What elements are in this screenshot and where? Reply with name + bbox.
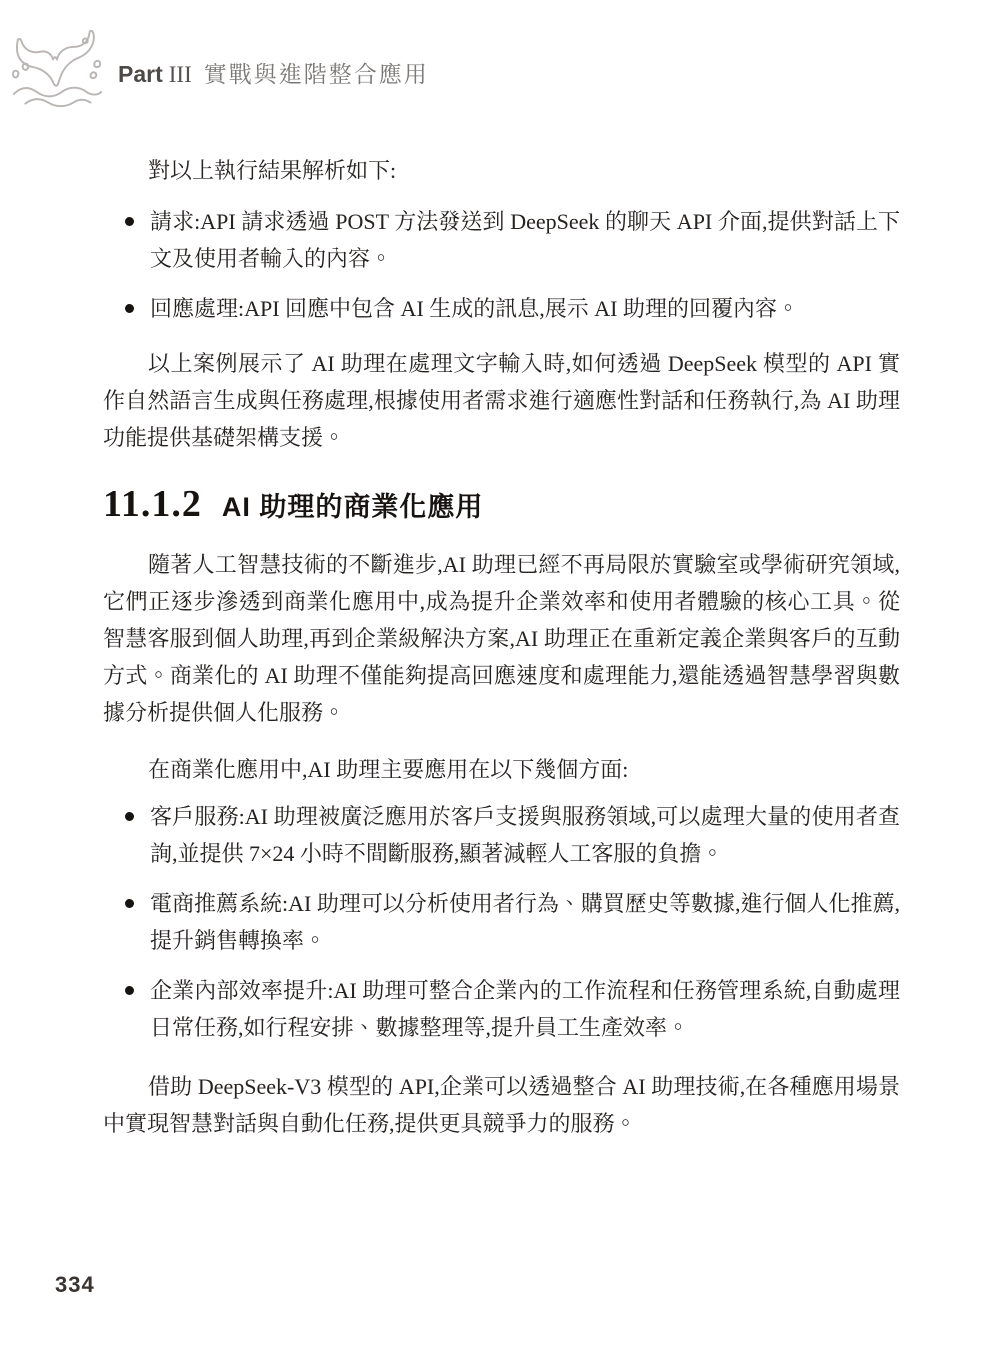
list-item-text: 電商推薦系統:AI 助理可以分析使用者行為、購買歷史等數據,進行個人化推薦,提升銷售轉換率。 <box>150 891 900 953</box>
bullet-icon <box>125 986 134 995</box>
section-number: 11.1.2 <box>103 483 202 525</box>
summary-paragraph: 以上案例展示了 AI 助理在處理文字輸入時,如何透過 DeepSeek 模型的 API 實作自然語言生成與任務處理,根據使用者需求進行適應性對話和任務執行,為 AI 助理功能提供基礎架構支援。 <box>103 351 900 450</box>
page-body <box>103 152 900 1142</box>
section-intro-paragraph: 隨著人工智慧技術的不斷進步,AI 助理已經不再局限於實驗室或學術研究領域,它們正逐步滲透到商業化應用中,成為提升企業效率和使用者體驗的核心工具。從智慧客服到個人助理,再到企業級解決方案,AI 助理正在重新定義企業與客戶的互動方式。商業化的 AI 助理不僅能夠提高回應速度和處理能力,還能透過智慧學習與數據分析提供個人化服務。 <box>103 552 900 725</box>
whale-tail-logo-icon <box>8 26 104 112</box>
list-item-text: 請求:API 請求透過 POST 方法發送到 DeepSeek 的聊天 API 介面,提供對話上下文及使用者輸入的內容。 <box>150 209 900 271</box>
list-item <box>103 290 900 327</box>
list-item <box>103 885 900 959</box>
list-item <box>103 972 900 1046</box>
list-item-text: 客戶服務:AI 助理被廣泛應用於客戶支援與服務領域,可以處理大量的使用者查詢,並提供 7×24 小時不間斷服務,顯著減輕人工客服的負擔。 <box>150 804 900 866</box>
bullet-icon <box>125 812 134 821</box>
running-head-text <box>118 56 429 89</box>
bullet-icon <box>125 899 134 908</box>
closing-paragraph: 借助 DeepSeek-V3 模型的 API,企業可以透過整合 AI 助理技術,在各種應用場景中實現智慧對話與自動化任務,提供更具競爭力的服務。 <box>103 1074 900 1136</box>
list-item-text: 回應處理:API 回應中包含 AI 生成的訊息,展示 AI 助理的回覆內容。 <box>150 296 799 321</box>
list-item <box>103 798 900 872</box>
page-number: 334 <box>55 1272 95 1297</box>
result-bullet-list <box>103 203 900 327</box>
section-title: AI 助理的商業化應用 <box>221 492 484 522</box>
running-head <box>8 26 429 112</box>
list-item <box>103 203 900 277</box>
part-label: Part <box>118 60 163 87</box>
section-heading <box>103 483 900 526</box>
part-numeral: III <box>168 61 192 87</box>
part-title: 實戰與進階整合應用 <box>203 60 429 87</box>
intro-paragraph: 對以上執行結果解析如下: <box>148 158 397 183</box>
list-item-text: 企業內部效率提升:AI 助理可整合企業內的工作流程和任務管理系統,自動處理日常任務,如行程安排、數據整理等,提升員工生產效率。 <box>150 978 900 1040</box>
bullet-icon <box>125 304 134 313</box>
bullet-icon <box>125 217 134 226</box>
applications-lead-paragraph: 在商業化應用中,AI 助理主要應用在以下幾個方面: <box>148 757 629 782</box>
application-bullet-list <box>103 798 900 1046</box>
